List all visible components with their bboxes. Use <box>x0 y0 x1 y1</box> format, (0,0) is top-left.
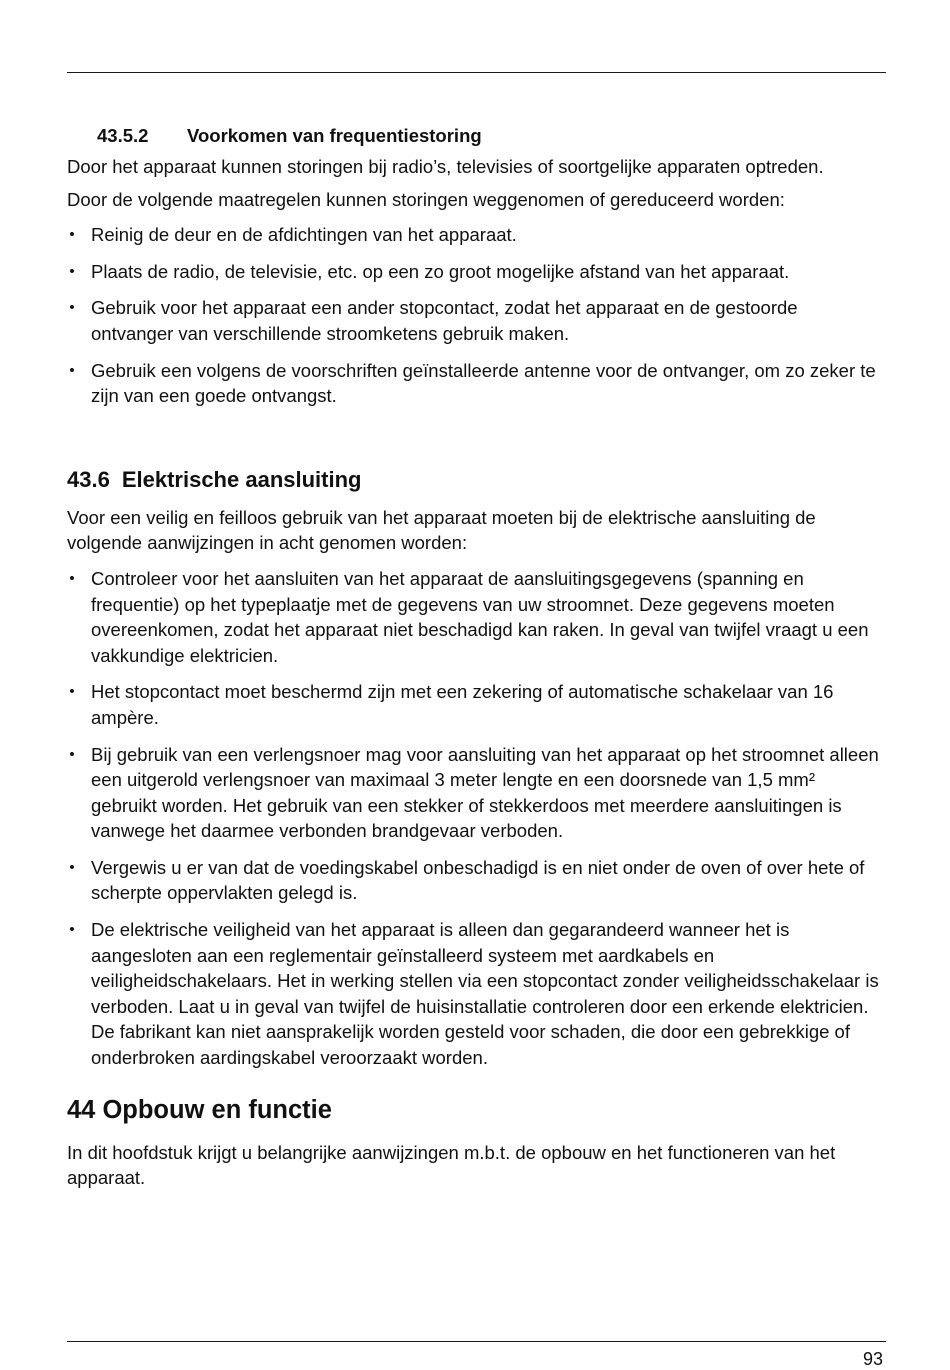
paragraph: Voor een veilig en feilloos gebruik van het apparaat moeten bij de elektrische aansluiting de volgende aanwijzingen in acht genomen worden: <box>67 506 816 554</box>
subsection-title: Voorkomen van frequentiestoring <box>187 125 482 146</box>
list-item: • Reinig de deur en de afdichtingen van het apparaat. <box>67 222 883 248</box>
subsection-number: 43.5.2 <box>97 125 149 146</box>
list-item-note: De fabrikant kan niet aansprakelijk worden gesteld voor schaden, die door een gebrekkige of onderbroken aardingskabel veroorzaakt worden. <box>91 1021 850 1069</box>
list-item: • Plaats de radio, de televisie, etc. op een zo groot mogelijke afstand van het apparaat. <box>67 259 883 285</box>
bullet-icon: • <box>69 858 75 876</box>
list-item: • Bij gebruik van een verlengsnoer mag voor aansluiting van het apparaat op het stroomnet alleen een uitgerold verlengsnoer van maximaal 3 meter lengte en een doorsnede van 1,5 mm² gebruikt worden. Het gebruik van een stekker of stekkerdoos met meerdere aansluitingen is vanwege het daarmee verbonden brandgevaar verboden. <box>67 742 883 844</box>
page-number: 93 <box>862 1349 883 1369</box>
bullet-icon: • <box>69 569 75 587</box>
section-heading-43-6 <box>67 465 883 495</box>
subsection-heading-43-5-2 <box>67 123 883 148</box>
bullet-list <box>67 566 883 1071</box>
list-item: • De elektrische veiligheid van het apparaat is alleen dan gegarandeerd wanneer het is aangesloten aan een reglementair geïnstalleerd systeem met aardkabels en veiligheidschakelaars. Het in werking stellen via een stopcontact zonder veiligheidsschakelaar is verboden. Laat u in geval van twijfel de huisinstallatie controleren door een erkende elektricien. De fabrikant kan niet aansprakelijk worden gesteld voor schaden, die door een gebrekkige of onderbroken aardingskabel veroorzaakt worden. <box>67 917 883 1071</box>
bullet-icon: • <box>69 921 75 939</box>
list-item: • Gebruik voor het apparaat een ander stopcontact, zodat het apparaat en de gestoorde ontvanger van verschillende stroomketens gebruik maken. <box>67 295 883 346</box>
list-item: • Gebruik een volgens de voorschriften geïnstalleerde antenne voor de ontvanger, om zo zeker te zijn van een goede ontvangst. <box>67 358 883 409</box>
page-content <box>67 123 883 1198</box>
bullet-icon: • <box>69 299 75 317</box>
bullet-icon: • <box>69 262 75 280</box>
chapter-heading-44: 44 Opbouw en functie <box>67 1095 332 1124</box>
paragraph: Door het apparaat kunnen storingen bij radio’s, televisies of soortgelijke apparaten optreden. <box>67 156 824 177</box>
bullet-icon: • <box>69 226 75 244</box>
paragraph: Door de volgende maatregelen kunnen storingen weggenomen of gereduceerd worden: <box>67 188 785 210</box>
bullet-icon: • <box>69 361 75 379</box>
section-number: 43.6 <box>67 466 110 492</box>
bullet-icon: • <box>69 745 75 763</box>
list-item: • Controleer voor het aansluiten van het apparaat de aansluitingsgegevens (spanning en frequentie) op het typeplaatje met de gegevens van uw stroomnet. Deze gegevens moeten overeenkomen, zodat het apparaat niet beschadigd kan raken. In geval van twijfel vraagt u een vakkundige elektricien. <box>67 566 883 668</box>
list-item: • Vergewis u er van dat de voedingskabel onbeschadigd is en niet onder de oven of over hete of scherpte oppervlakten gelegd is. <box>67 855 883 906</box>
list-item: • Het stopcontact moet beschermd zijn met een zekering of automatische schakelaar van 16 ampère. <box>67 679 883 730</box>
header-rule <box>67 72 886 73</box>
section-title: Elektrische aansluiting <box>121 466 362 492</box>
bullet-list <box>67 222 883 409</box>
bullet-icon: • <box>69 683 75 701</box>
paragraph: In dit hoofdstuk krijgt u belangrijke aanwijzingen m.b.t. de opbouw en het functioneren van het apparaat. <box>67 1141 836 1189</box>
footer-rule <box>67 1341 886 1342</box>
